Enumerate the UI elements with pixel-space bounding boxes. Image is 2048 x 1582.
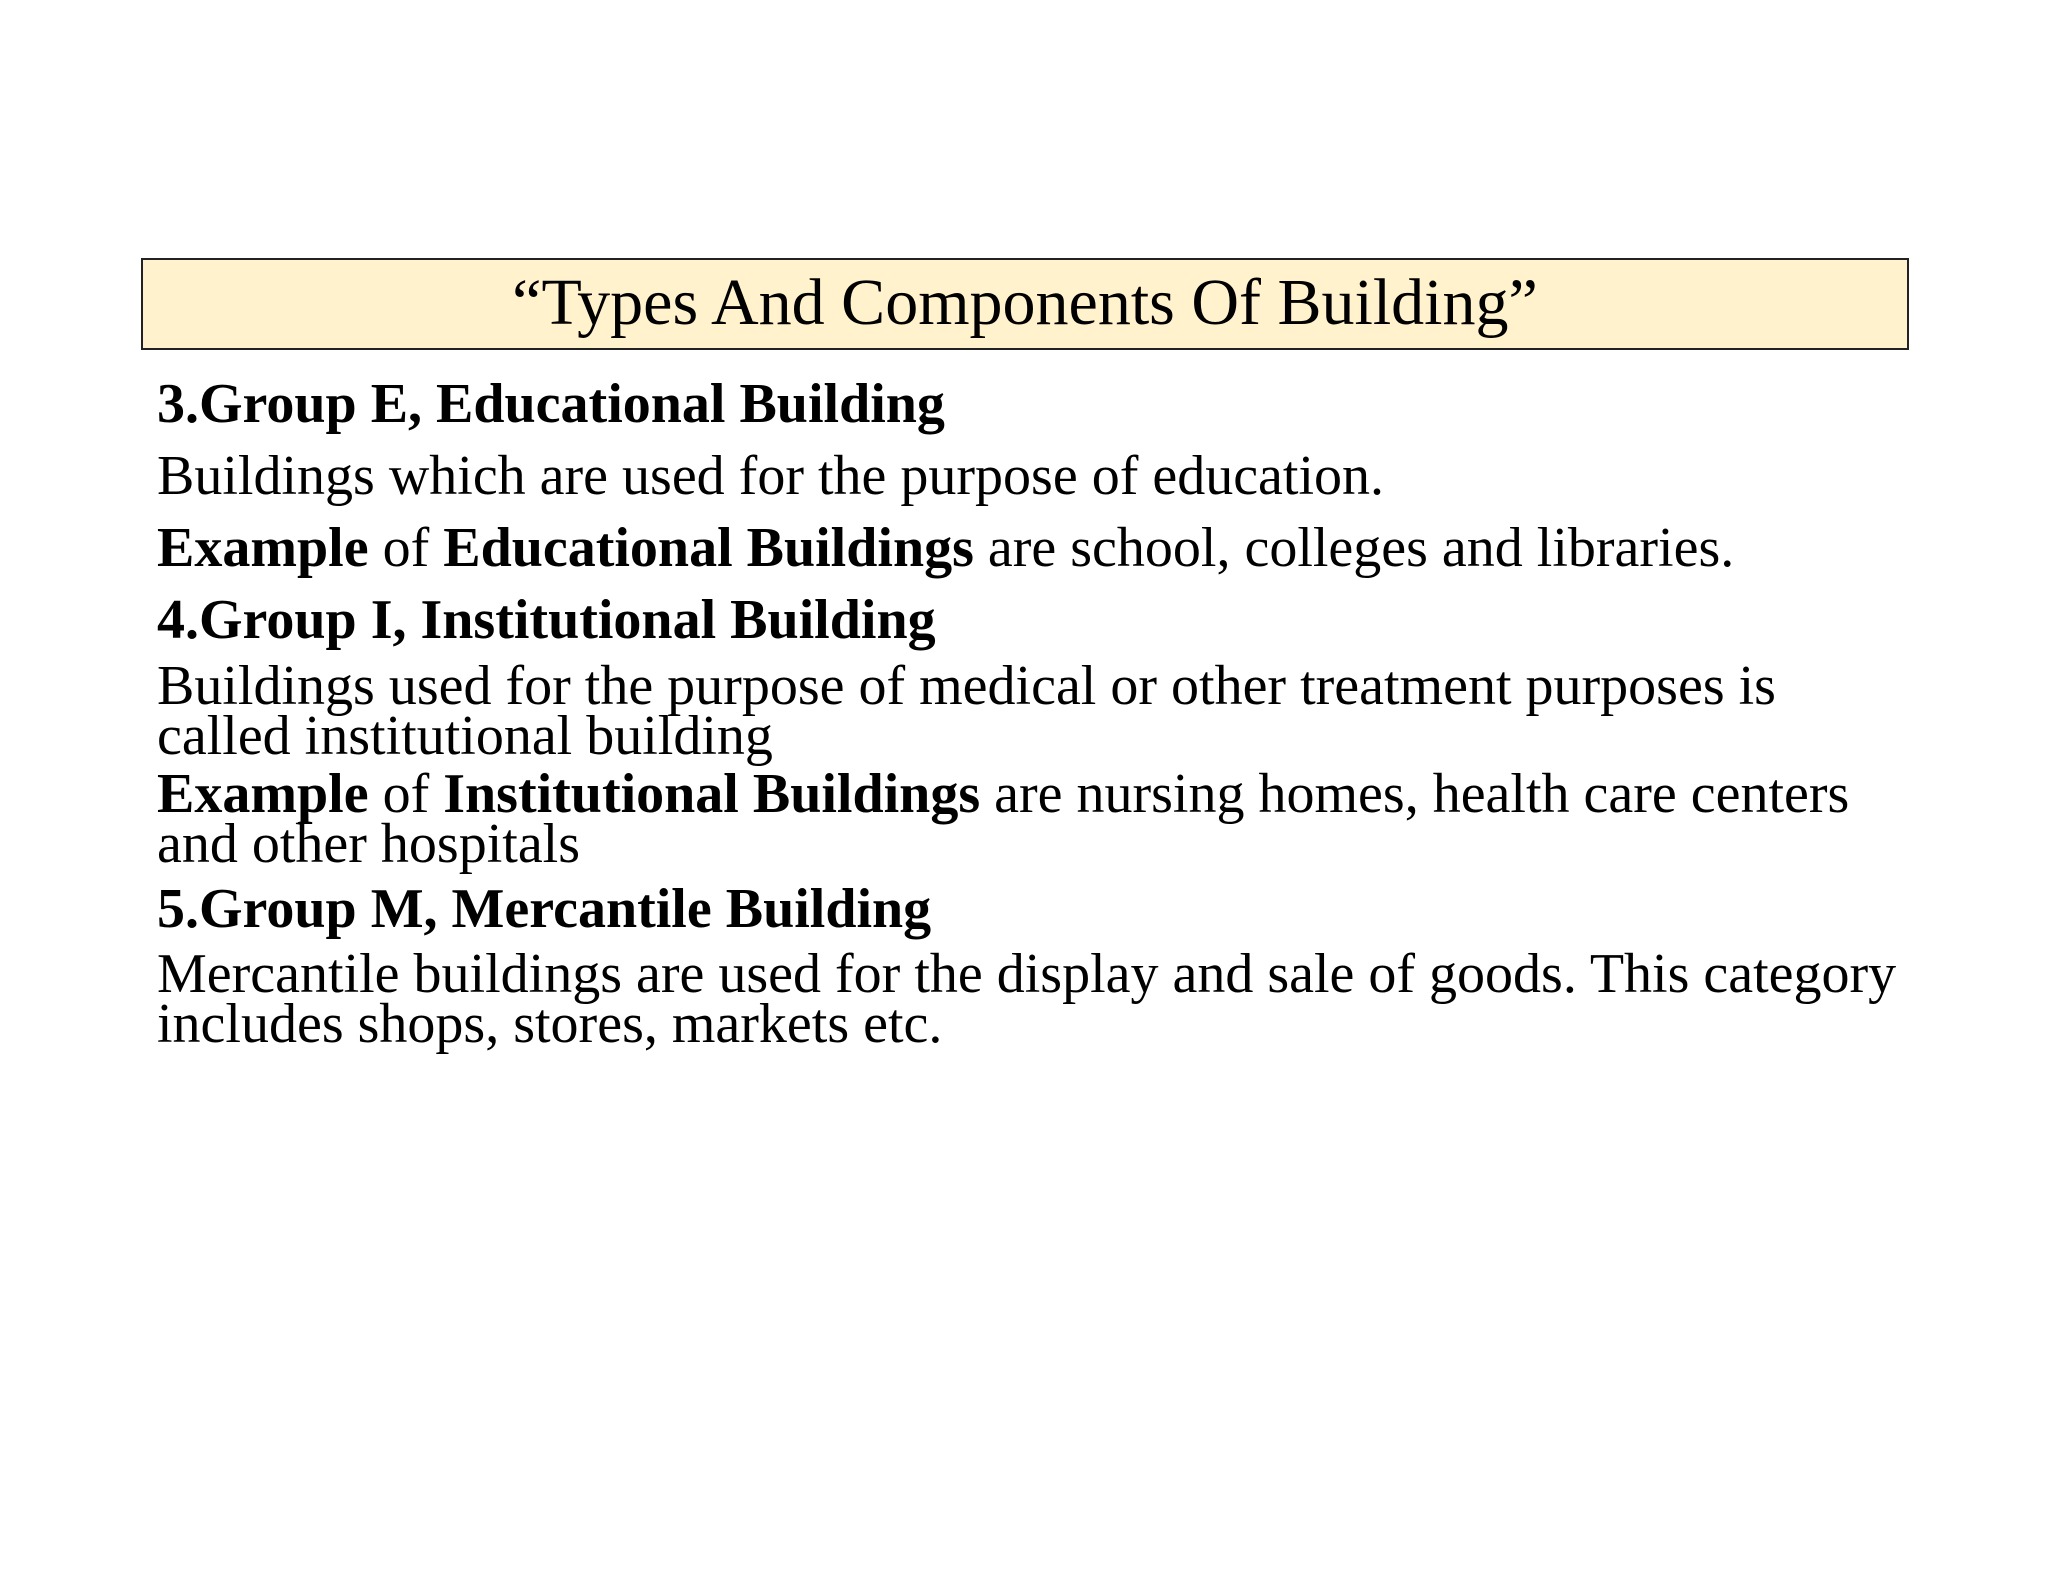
example-label: Example	[157, 517, 369, 580]
slide-title: “Types And Components Of Building”	[512, 266, 1538, 339]
example-subject: Institutional Buildings	[443, 762, 981, 825]
section-heading-institutional: 4.Group I, Institutional Building	[157, 589, 936, 652]
section-example-educational	[157, 516, 1917, 580]
example-subject: Educational Buildings	[443, 517, 974, 580]
section-heading-educational: 3.Group E, Educational Building	[157, 373, 945, 435]
slide-content	[157, 372, 1917, 1057]
example-rest: are nursing homes, health care centers and other hospitals	[157, 762, 1850, 875]
example-of: of	[382, 517, 430, 580]
section-heading-mercantile: 5.Group M, Mercantile Building	[157, 877, 932, 940]
example-of: of	[382, 762, 430, 825]
section-description-educational: Buildings which are used for the purpose of education.	[157, 445, 1385, 508]
section-example-institutional	[157, 762, 1917, 875]
section-description-institutional: Buildings used for the purpose of medical or other treatment purposes is called institutional building	[157, 654, 1776, 767]
section-description-mercantile: Mercantile buildings are used for the display and sale of goods. This category includes shops, stores, markets etc.	[157, 943, 1897, 1056]
example-label: Example	[157, 762, 369, 825]
example-rest: are school, colleges and libraries.	[987, 517, 1735, 580]
title-banner	[141, 258, 1909, 350]
